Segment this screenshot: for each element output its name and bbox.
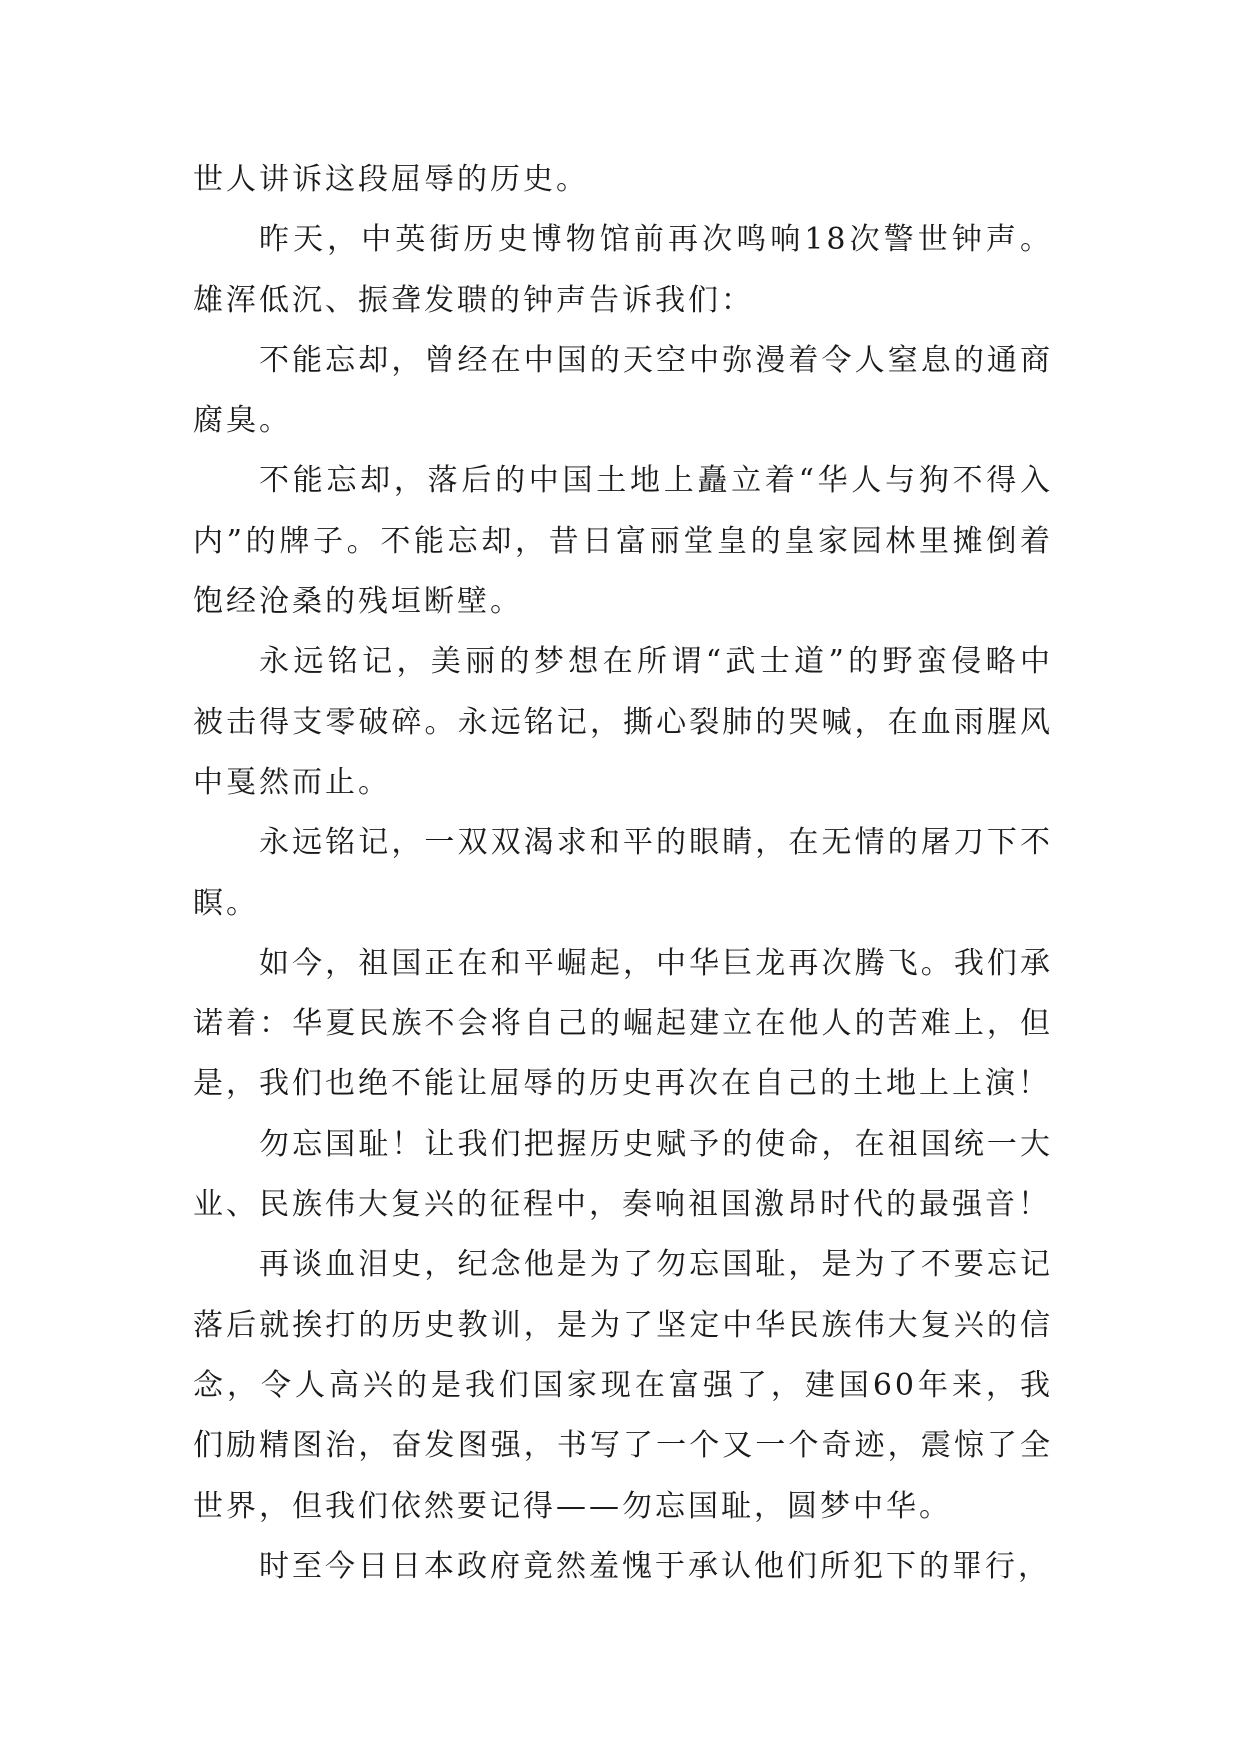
paragraph-2: 昨天，中英街历史博物馆前再次鸣响18次警世钟声。雄浑低沉、振聋发聩的钟声告诉我们： (193, 222, 1053, 318)
paragraph-5: 永远铭记，美丽的梦想在所谓“武士道”的野蛮侵略中被击得支零破碎。永远铭记，撕心裂肺的哭喊，在血雨腥风中戛然而止。 (193, 644, 1053, 800)
paragraph-3: 不能忘却，曾经在中国的天空中弥漫着令人窒息的通商腐臭。 (193, 342, 1053, 439)
paragraph-1: 世人讲诉这段屈辱的历史。 (193, 162, 589, 197)
paragraph-6: 永远铭记，一双双渴求和平的眼睛，在无情的屠刀下不瞑。 (193, 825, 1053, 921)
paragraph-4: 不能忘却，落后的中国土地上矗立着“华人与狗不得入内”的牌子。不能忘却，昔日富丽堂皇的皇家园林里摊倒着饱经沧桑的残垣断壁。 (193, 463, 1053, 620)
paragraph-9: 再谈血泪史，纪念他是为了勿忘国耻，是为了不要忘记落后就挨打的历史教训，是为了坚定中华民族伟大复兴的信念，令人高兴的是我们国家现在富强了，建国60年来，我们励精图治，奋发图强，书写了一个又一个奇迹，震惊了全世界，但我们依然要记得——勿忘国耻，圆梦中华。 (193, 1247, 1053, 1524)
paragraph-10: 时至今日日本政府竟然羞愧于承认他们所犯下的罪行， (259, 1548, 1051, 1584)
paragraph-8: 勿忘国耻！让我们把握历史赋予的使命，在祖国统一大业、民族伟大复兴的征程中，奏响祖国激昂时代的最强音！ (193, 1126, 1053, 1223)
document-body (193, 150, 1053, 1597)
paragraph-7: 如今，祖国正在和平崛起，中华巨龙再次腾飞。我们承诺着：华夏民族不会将自己的崛起建立在他人的苦难上，但是，我们也绝不能让屈辱的历史再次在自己的土地上上演！ (193, 945, 1053, 1102)
